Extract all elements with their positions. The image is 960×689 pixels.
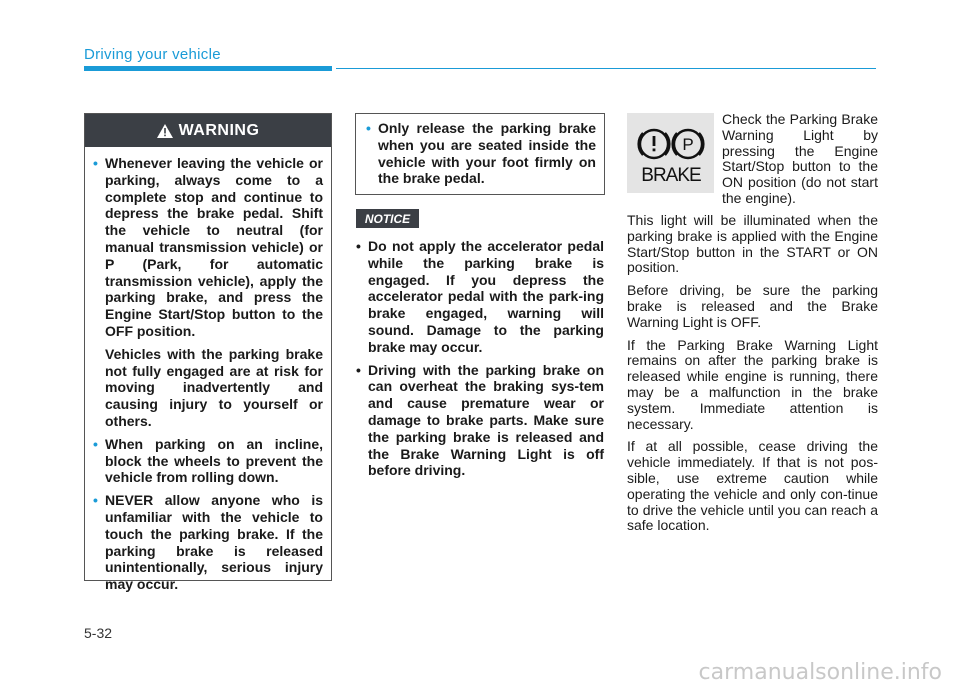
col3-paragraphs [627, 213, 878, 541]
col3-intro: Check the Parking Brake Warning Light by pressing the Engine Start/Stop button to the ON position (do not start the engine). [722, 111, 878, 206]
brake-icon-text: BRAKE [641, 165, 701, 186]
page-number: 5-32 [84, 625, 113, 641]
warning-item-subtext: Vehicles with the parking brake not fully engaged are at risk for moving inadvertently and causing injury to yourself or others. [105, 345, 323, 429]
notice-list [368, 238, 604, 485]
warning-label: WARNING [178, 121, 260, 139]
warning-item [105, 436, 323, 486]
paragraph: If the Parking Brake Warning Light remains on after the parking brake is released while engine is running, there may be a malfunction in the brake system. Immediate attention is necessary. [627, 336, 878, 432]
warning-triangle-icon [157, 124, 173, 138]
warning-item-text: When parking on an incline, block the wheels to prevent the vehicle from rolling down. [105, 435, 323, 486]
paragraph: Before driving, be sure the parking brake is released and the Brake Warning Light is OFF. [627, 282, 878, 330]
warning-item-text: NEVER allow anyone who is unfamiliar with the vehicle to touch the parking brake. If the parking brake is released unintentionally, serious injury may occur. [105, 492, 323, 593]
warning-item-text: Whenever leaving the vehicle or parking, always come to a complete stop and continue to depress the brake pedal. Shift the vehicle to neutral (for manual transmission vehicle) or P (Park, for automatic transmission vehicle), apply the parking brake, and press the Engine Start/Stop button to the OFF position. [105, 155, 323, 339]
section-title: Driving your vehicle [84, 46, 221, 63]
paragraph: If at all possible, cease driving the vehicle immediately. If that is not pos-sible, use extreme caution while operating the vehicle and only con-tinue to drive the vehicle until you can reach a safe location. [627, 438, 878, 534]
warning-item [105, 492, 323, 593]
brake-symbol-icon [627, 113, 714, 193]
warning-list [85, 147, 331, 593]
paragraph: This light will be illuminated when the parking brake is applied with the Engine Start/Stop button in the START or ON position. [627, 212, 878, 276]
notice-badge: NOTICE [356, 209, 419, 228]
warning-box [84, 113, 332, 593]
warning-continuation-box [355, 113, 605, 195]
notice-item: • Do not apply the accelerator pedal while the parking brake is engaged. If you depress the accelerator pedal with the park-ing brake engaged, warning will sound. Damage to the parking brake may occur. [368, 238, 604, 356]
notice-item: • Driving with the parking brake on can overheat the braking sys-tem and cause premature wear or damage to brake parts. Make sure the parking brake is released and the Brake Warning Light is off before driving. [368, 362, 604, 480]
warning-item [105, 155, 323, 430]
warning-item-text: Only release the parking brake when you are seated inside the vehicle with your foot firmly on the brake pedal. [378, 120, 596, 187]
brake-warning-light-icon [627, 113, 714, 193]
warning-item [378, 120, 596, 187]
header-rule-thick [84, 66, 332, 71]
watermark-link[interactable]: carmanualsonline.info [698, 660, 942, 685]
warning-continuation-list [356, 114, 604, 187]
warning-header [85, 114, 331, 147]
svg-text:P: P [682, 135, 694, 154]
header-rule-thin [336, 68, 876, 69]
